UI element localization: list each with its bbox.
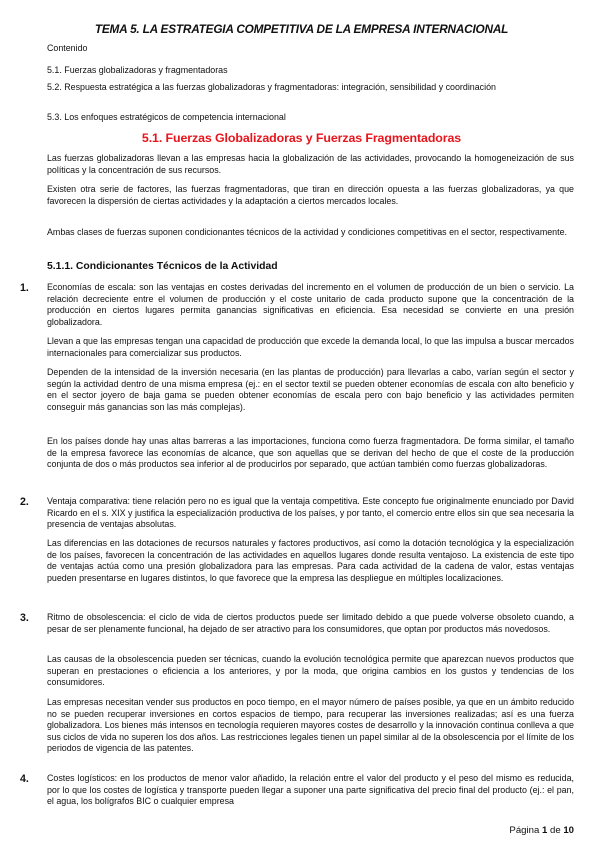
total-pages: 10 [563,825,574,836]
item-paragraph: Las causas de la obsolescencia pueden ser técnicas, cuando la evolución tecnológica permite que aparezcan nuevos productos que superan en prestaciones o eficiencia a los anteriores, y por la moda, que origina cambios en los gustos y tendencias de los consumidores. [47,654,574,688]
item-paragraph: Dependen de la intensidad de la inversión necesaria (en las plantas de producción) para llevarlas a cabo, varían según el sector y según la actividad dentro de una misma empresa (ej.: en el sector textil se pueden obtener economías de escala con alto beneficio y en el sector joyero de baja gama se pueden obtener economías de escala pero con bajo beneficio y las actividades permiten conseguir más ganancias son las más complejas). [47,367,574,412]
list-number: 2. [20,496,29,508]
list-number: 4. [20,773,29,785]
section-title: 5.1. Fuerzas Globalizadoras y Fuerzas Fragmentadoras [141,131,462,145]
list-number: 3. [20,612,29,624]
page-footer [509,825,574,836]
toc-item: 5.1. Fuerzas globalizadoras y fragmentadoras [47,65,228,75]
intro-paragraph: Existen otra serie de factores, las fuerzas fragmentadoras, que tiran en dirección opuesta a las fuerzas globalizadoras, ya que favorecen la dispersión de ciertas actividades y la adaptación a ciertos mercados locales. [47,184,574,206]
intro-paragraph: Ambas clases de fuerzas suponen condicionantes técnicos de la actividad y condiciones competitivas en el sector, respectivamente. [47,227,567,237]
toc-heading: Contenido [47,43,88,53]
item-paragraph: En los países donde hay unas altas barreras a las importaciones, funciona como fuerza fragmentadora. De forma similar, el tamaño de la empresa favorece las economías de alcance, que son aquellas que se derivan del hecho de que el coste de la producción conjunta de dos o más productos sea inferior al de producirlos por separado, que actúan también como fuerzas globalizadoras. [47,436,574,470]
current-page-number: 1 [541,825,548,836]
document-title: TEMA 5. LA ESTRATEGIA COMPETITIVA DE LA EMPRESA INTERNACIONAL [94,22,509,36]
item-paragraph: Ventaja comparativa: tiene relación pero no es igual que la ventaja competitiva. Este concepto fue originalmente enunciado por David Ricardo en el s. XIX y justifica la especialización productiva de los países, y por tanto, el comercio entre ellos sin que sea necesaria la presencia de ventajas absolutas. [47,496,574,530]
item-paragraph: Costes logísticos: en los productos de menor valor añadido, la relación entre el valor del producto y el peso del mismo es reducida, por lo que los costes de logística y transporte pueden llegar a suponer una parte significativa del precio final del producto (ej.: el pan, el agua, los bolígrafos BIC o cualquier empresa [47,773,574,807]
intro-paragraph: Las fuerzas globalizadoras llevan a las empresas hacia la globalización de las actividades, provocando la homogeneización de sus políticas y la concentración de sus recursos. [47,153,574,175]
toc-item: 5.2. Respuesta estratégica a las fuerzas globalizadoras y fragmentadoras: integración, sensibilidad y coordinación [47,82,496,92]
page-word: Página [509,825,540,836]
item-paragraph: Las diferencias en las dotaciones de recursos naturales y factores productivos, así como la dotación tecnológica y la especialización de los países, favorecen la concentración de las actividades en aquellos lugares donde resulta ventajoso. La existencia de este tipo de ventajas actúa como una presión globalizadora para las empresas. Para cada actividad de la cadena de valor, estas ventajas pueden presentarse en lugares distintos, lo que favorece que la empresa las despliegue en múltiples localizaciones. [47,538,574,583]
list-number: 1. [20,282,29,294]
subsection-title: 5.1.1. Condicionantes Técnicos de la Actividad [47,261,278,272]
item-paragraph: Economías de escala: son las ventajas en costes derivadas del incremento en el volumen de producción de un bien o servicio. La relación decreciente entre el volumen de producción y el coste unitario de cada producto supone que la concentración de la producción en ciertos lugares permita ganancias significativas en eficiencia. Esa necesidad se convierte en una presión globalizadora. [47,282,574,327]
item-paragraph: Las empresas necesitan vender sus productos en poco tiempo, en el mayor número de países posible, ya que en un ámbito reducido no se pueden recuperar inversiones en cortos espacios de tiempo, para recuperar las inversiones realizadas; así es una fuerza globalizadora. Los bienes más intensos en tecnología requieren mayores costes de desarrollo y la innovación continua conlleva a que sus ciclos de vida no superen los dos años. Las restricciones legales tienen un papel similar al de la obsolescencia por el límite de los periodos de vigencia de las patentes. [47,697,574,754]
of-word: de [549,825,561,836]
item-paragraph: Llevan a que las empresas tengan una capacidad de producción que excede la demanda local, lo que las impulsa a buscar mercados internacionales para comercializar sus productos. [47,336,574,358]
item-paragraph: Ritmo de obsolescencia: el ciclo de vida de ciertos productos puede ser limitado debido a que puede volverse obsoleto cuando, a pesar de ser plenamente funcional, ha dejado de ser atractivo para los consumidores, que optan por productos más novedosos. [47,612,574,634]
toc-item: 5.3. Los enfoques estratégicos de competencia internacional [47,112,286,122]
